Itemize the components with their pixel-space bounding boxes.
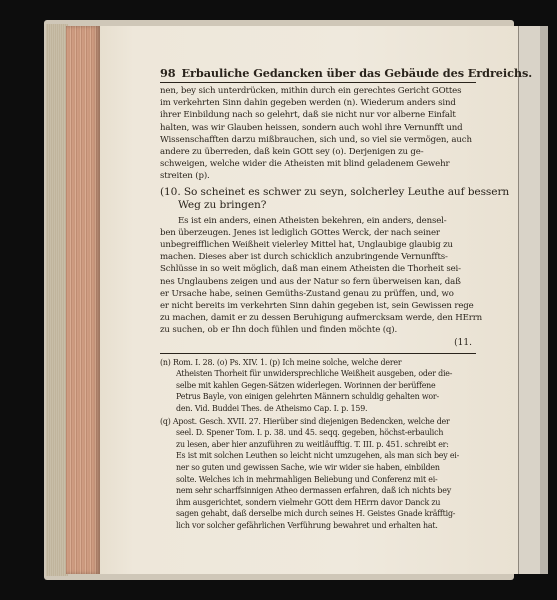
text-line: Wissenschafften darzu mißbrauchen, sich und, so viel sie vermögen, auch — [160, 134, 472, 145]
text-line: zu suchen, ob er Ihn doch fühlen und finden möchte (q). — [160, 325, 398, 336]
text-line: er Ursache habe, seinen Gemüths-Zustand genau zu prüffen, und, wo — [160, 288, 454, 299]
text-line: unbegreifflichen Weißheit vielerley Mittel hat, Unglaubige glaubig zu — [160, 240, 453, 251]
section-heading-line: (10. So scheinet es schwer zu seyn, solcherley Leuthe auf bessern — [160, 185, 510, 198]
text-line: machen. Dieses aber ist durch schicklich anzubringende Vernunffts- — [160, 252, 448, 263]
text-line: nes Unglaubens zeigen und aus der Natur so fern überweisen kan, daß — [160, 276, 461, 287]
text-line: ben überzeugen. Jenes ist lediglich GOttes Werck, der nach seiner — [160, 227, 440, 238]
footnote-line: (n) Rom. I. 28. (o) Ps. XIV. 1. (p) Ich meine solche, welche derer — [160, 357, 402, 367]
text-line: im verkehrten Sinn dahin gegeben werden (n). Wiederum anders sind — [160, 98, 456, 109]
body-paragraph-2 — [160, 215, 483, 337]
page-number: 98 — [160, 66, 176, 80]
footnote-block-2 — [160, 416, 476, 532]
footnote-line: Atheisten Thorheit für unwidersprechliche Weißheit ausgeben, oder die- — [176, 369, 453, 379]
facing-page-edge — [518, 26, 541, 574]
text-line: halten, was wir Glauben heissen, sondern auch wohl ihre Vernunfft und — [160, 122, 463, 133]
text-line: er nicht bereits im verkehrten Sinn dahin gegeben ist, sein Gewissen rege — [160, 301, 474, 312]
text-line: schweigen, welche wider die Atheisten mit blind geladenem Gewehr — [160, 159, 450, 170]
catchword: (11. — [454, 337, 472, 348]
footnote-block-1 — [160, 357, 476, 415]
text-line: zu machen, damit er zu dessen Beruhigung aufmercksam werde, den HErrn — [160, 313, 483, 324]
text-line: Schlüsse in so weit möglich, daß man einem Atheisten die Thorheit sei- — [160, 264, 461, 275]
footnote-line: Petrus Bayle, von einigen gelehrten Männern schuldig gehalten wor- — [176, 392, 439, 402]
footnote-line: lich vor solcher gefährlichen Verführung bewahret und erhalten hat. — [176, 520, 438, 530]
section-heading — [160, 185, 510, 212]
footnote-line: Es ist mit solchen Leuthen so leicht nicht umzugehen, als man sich bey ei- — [176, 451, 460, 461]
footnote-line: sagen gehabt, daß derselbe mich durch seines H. Geistes Gnade kräfftig- — [176, 509, 456, 519]
text-line: andere zu überreden, daß kein GOtt sey (o). Derjenigen zu ge- — [160, 147, 424, 158]
section-heading-line: Weg zu bringen? — [178, 198, 267, 211]
text-line: Es ist ein anders, einen Atheisten bekehren, ein anders, densel- — [178, 215, 447, 226]
page-edges — [46, 24, 68, 576]
footnote-line: seel. D. Spener Tom. I. p. 38. und 45. seqq. gegeben, höchst-erbaulich — [176, 428, 444, 438]
footnote-line: (q) Apost. Gesch. XVII. 27. Hierüber sind diejenigen Bedencken, welche der — [160, 416, 450, 426]
footnote-line: nem sehr scharffsinnigen Atheo dermassen erfahren, daß ich nichts bey — [176, 486, 452, 496]
running-title: Erbauliche Gedancken über das Gebäude des Erdreichs. — [181, 66, 533, 80]
footnote-line: solte. Welches ich in mehrmahligen Beliebung und Conferenz mit ei- — [176, 474, 438, 484]
footnote-rule — [160, 353, 476, 354]
footnote-line: den. Vid. Buddei Thes. de Atheismo Cap. I. p. 159. — [176, 404, 368, 414]
footnote-line: ihm ausgerichtet, sondern vielmehr GOtt dem HErrn davor Danck zu — [176, 497, 441, 507]
page-content — [160, 66, 533, 532]
running-header — [160, 66, 533, 83]
footnote-line: ner so guten und gewissen Sache, wie wir wider sie haben, einbilden — [176, 463, 440, 472]
cover-edge — [540, 26, 548, 574]
footnote-line: selbe mit kahlen Gegen-Sätzen widerlegen. Worinnen der berüffene — [176, 380, 436, 390]
book-gutter — [66, 26, 100, 574]
text-line: ihrer Einbildung nach so gelehrt, daß sie nicht nur vor alberne Einfalt — [160, 110, 456, 121]
body-paragraph-1 — [160, 85, 476, 183]
footnote-line: zu lesen, aber hier anzuführen zu weitläufftig. T. III. p. 451. schreibt er: — [176, 439, 449, 449]
text-line: streiten (p). — [160, 171, 210, 182]
text-line: nen, bey sich unterdrücken, mithin durch ein gerechtes Gericht GOttes — [160, 86, 462, 96]
